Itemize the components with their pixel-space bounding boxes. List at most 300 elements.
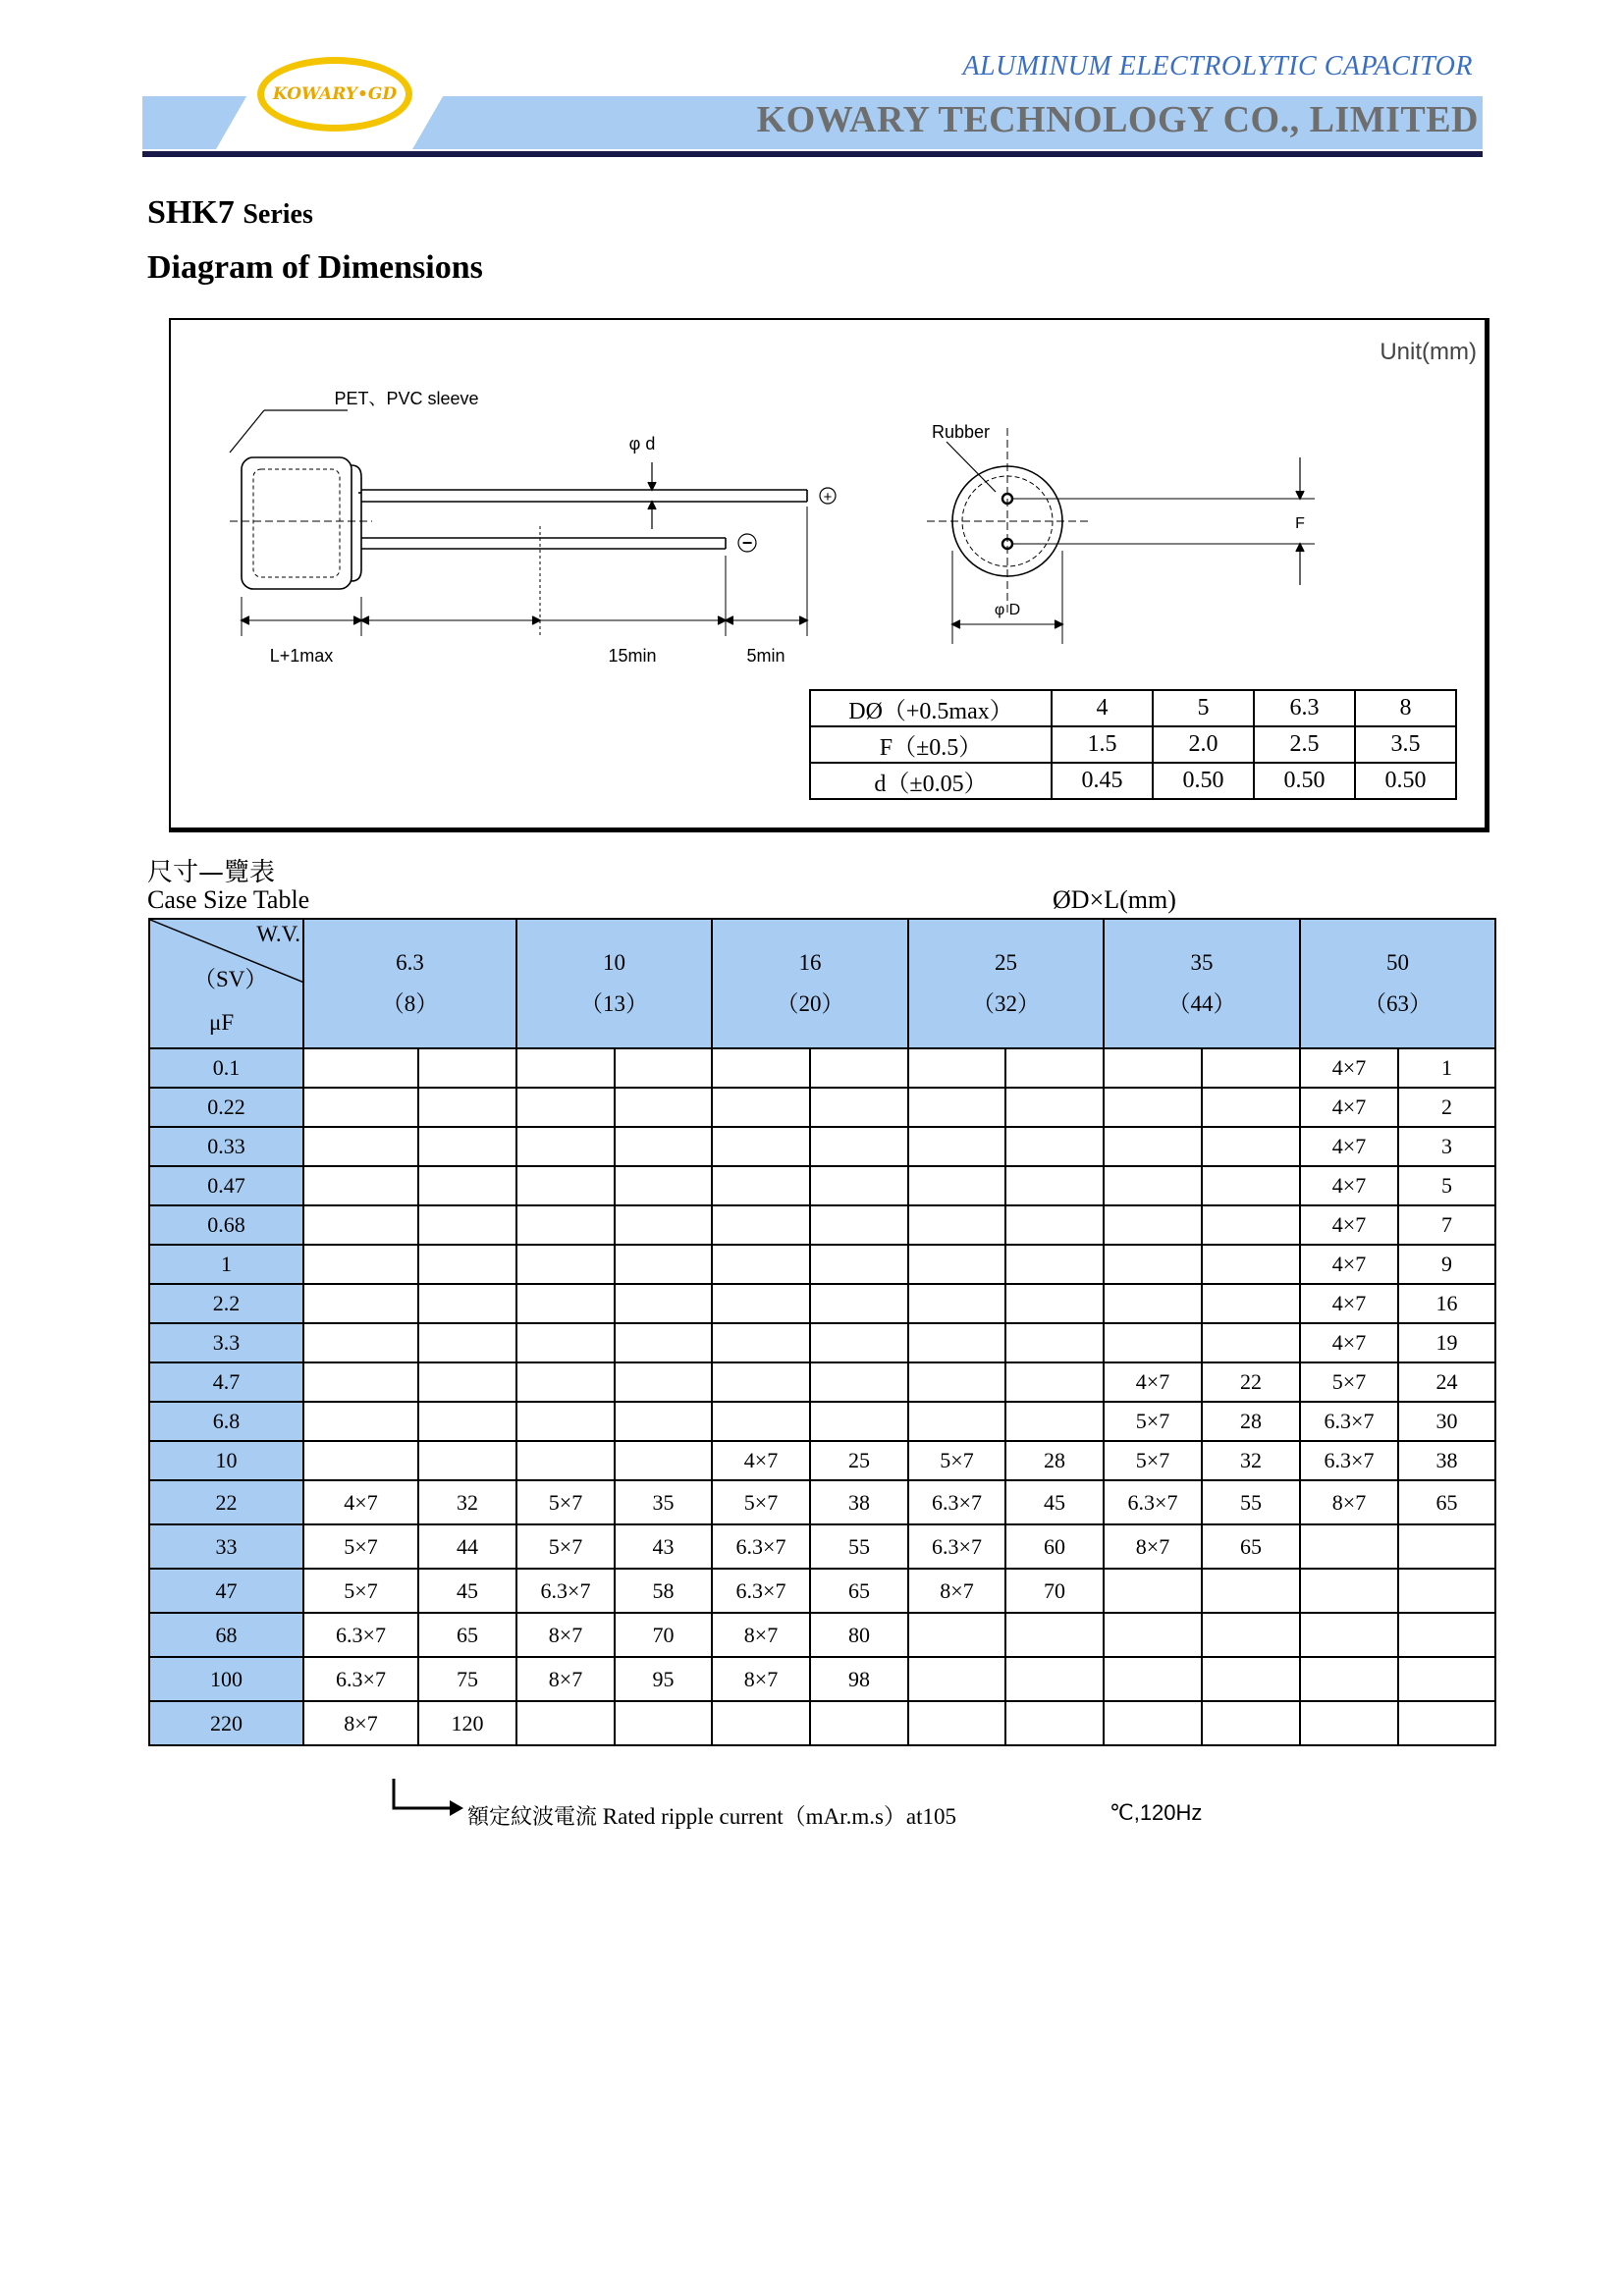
ripple-current-cell (1005, 1205, 1104, 1245)
case-size-cell (908, 1323, 1005, 1362)
case-size-cell (712, 1166, 810, 1205)
table-row (149, 1569, 1495, 1613)
surge-voltage: （44） (1167, 991, 1236, 1016)
table-row (149, 1480, 1495, 1524)
case-size-cell: 4×7 (1300, 1284, 1398, 1323)
case-size-cell (516, 1284, 615, 1323)
ripple-current-cell (418, 1402, 516, 1441)
ripple-current-cell (418, 1245, 516, 1284)
case-table-title-cn: 尺寸—覽表 (147, 858, 276, 887)
case-size-cell (908, 1701, 1005, 1745)
ripple-current-cell: 9 (1398, 1245, 1495, 1284)
case-size-cell (303, 1402, 418, 1441)
sleeve-label: PET、PVC sleeve (334, 389, 479, 408)
case-size-cell (908, 1362, 1005, 1402)
footnote-arrow-icon (391, 1779, 469, 1818)
working-voltage: 16 (798, 950, 822, 975)
series-name: SHK7 (147, 194, 235, 231)
sleeve-outline (253, 469, 340, 577)
ripple-current-cell (615, 1205, 712, 1245)
case-size-cell (1104, 1323, 1202, 1362)
ripple-current-cell (615, 1701, 712, 1745)
ripple-current-cell (418, 1205, 516, 1245)
ripple-current-cell (418, 1284, 516, 1323)
capacitance-cell: 1 (149, 1245, 303, 1284)
ripple-current-cell (810, 1127, 908, 1166)
case-size-cell (516, 1088, 615, 1127)
ripple-current-cell: 3 (1398, 1127, 1495, 1166)
ripple-current-cell (1202, 1613, 1300, 1657)
capacitance-cell: 0.68 (149, 1205, 303, 1245)
company-logo (257, 57, 412, 132)
ripple-current-cell (1005, 1284, 1104, 1323)
ripple-current-cell (1202, 1569, 1300, 1613)
voltage-header (908, 919, 1104, 1048)
ripple-current-cell: 80 (810, 1613, 908, 1657)
ripple-current-cell: 28 (1005, 1441, 1104, 1480)
capacitor-side-view (230, 410, 836, 636)
ripple-current-cell: 43 (615, 1524, 712, 1569)
table-row (149, 1402, 1495, 1441)
ripple-current-cell (615, 1166, 712, 1205)
ripple-current-cell: 70 (1005, 1569, 1104, 1613)
ripple-current-cell (615, 1245, 712, 1284)
footnote (467, 1798, 956, 1831)
ripple-current-cell: 55 (810, 1524, 908, 1569)
minus-symbol: − (741, 533, 753, 553)
case-size-cell (908, 1613, 1005, 1657)
dim-cell: 1.5 (1052, 726, 1153, 763)
unit-label: Unit(mm) (1380, 339, 1477, 365)
case-size-cell: 5×7 (1104, 1441, 1202, 1480)
case-size-cell (1104, 1701, 1202, 1745)
sv-label: （SV） (193, 967, 268, 991)
capacitance-cell: 47 (149, 1569, 303, 1613)
case-size-cell (1300, 1701, 1398, 1745)
case-table-units: ØD×L(mm) (1053, 885, 1176, 914)
case-size-cell: 6.3×7 (1300, 1402, 1398, 1441)
case-size-cell (516, 1441, 615, 1480)
voltage-header (1104, 919, 1300, 1048)
case-size-cell: 4×7 (712, 1441, 810, 1480)
case-size-cell (516, 1048, 615, 1088)
case-size-cell (1104, 1284, 1202, 1323)
case-size-cell (712, 1362, 810, 1402)
ripple-current-cell (615, 1402, 712, 1441)
ripple-current-cell (1005, 1166, 1104, 1205)
case-size-cell (712, 1323, 810, 1362)
case-size-cell: 5×7 (1104, 1402, 1202, 1441)
ripple-current-cell (1005, 1127, 1104, 1166)
table-row (149, 1701, 1495, 1745)
table-row (149, 1245, 1495, 1284)
case-size-cell (516, 1127, 615, 1166)
table-row (810, 690, 1456, 726)
table-row (149, 1657, 1495, 1701)
ripple-current-cell (810, 1701, 908, 1745)
dim-row-label: DØ（+0.5max） (810, 690, 1052, 726)
ripple-current-cell (810, 1048, 908, 1088)
table-row (810, 763, 1456, 799)
ripple-current-cell (418, 1323, 516, 1362)
ripple-current-cell: 70 (615, 1613, 712, 1657)
lead-short-label: 5min (746, 646, 785, 666)
ripple-current-cell: 19 (1398, 1323, 1495, 1362)
capacitance-cell: 0.33 (149, 1127, 303, 1166)
header-subtitle: ALUMINUM ELECTROLYTIC CAPACITOR (962, 51, 1473, 81)
case-size-cell (303, 1441, 418, 1480)
ripple-current-cell: 24 (1398, 1362, 1495, 1402)
ripple-current-cell (615, 1048, 712, 1088)
capacitance-cell: 10 (149, 1441, 303, 1480)
table-row (149, 1166, 1495, 1205)
length-label: L+1max (269, 646, 334, 666)
case-size-cell (712, 1284, 810, 1323)
ripple-current-cell (1202, 1245, 1300, 1284)
case-size-cell: 8×7 (516, 1657, 615, 1701)
case-size-cell: 4×7 (1300, 1088, 1398, 1127)
case-size-cell (303, 1166, 418, 1205)
case-size-cell: 5×7 (516, 1524, 615, 1569)
case-size-cell (516, 1701, 615, 1745)
case-size-cell (1104, 1127, 1202, 1166)
ripple-current-cell: 32 (1202, 1441, 1300, 1480)
pitch-label: F (1295, 515, 1305, 532)
section-title: Diagram of Dimensions (147, 249, 483, 286)
ripple-current-cell (1202, 1323, 1300, 1362)
case-size-cell (712, 1402, 810, 1441)
capacitance-cell: 0.22 (149, 1088, 303, 1127)
case-size-cell (1104, 1048, 1202, 1088)
case-size-cell: 8×7 (712, 1657, 810, 1701)
working-voltage: 10 (603, 950, 625, 975)
ripple-current-cell (1005, 1613, 1104, 1657)
ripple-current-cell (1202, 1284, 1300, 1323)
ripple-current-cell (1398, 1657, 1495, 1701)
case-size-cell (1104, 1166, 1202, 1205)
case-size-cell: 6.3×7 (908, 1524, 1005, 1569)
dim-cell: 3.5 (1355, 726, 1456, 763)
ripple-current-cell (418, 1048, 516, 1088)
surge-voltage: （13） (580, 991, 648, 1016)
case-size-cell: 6.3×7 (908, 1480, 1005, 1524)
table-row (149, 1323, 1495, 1362)
dim-cell: 0.50 (1254, 763, 1355, 799)
ripple-current-cell (1202, 1205, 1300, 1245)
ripple-current-cell (418, 1362, 516, 1402)
case-size-cell (516, 1402, 615, 1441)
capacitance-cell: 0.47 (149, 1166, 303, 1205)
footnote-cn: 額定紋波電流 (467, 1805, 598, 1830)
ripple-current-cell (1005, 1402, 1104, 1441)
ripple-current-cell (615, 1441, 712, 1480)
table-row (149, 1362, 1495, 1402)
ripple-current-cell (810, 1088, 908, 1127)
company-name: KOWARY TECHNOLOGY CO., LIMITED (756, 99, 1479, 140)
header-rule (142, 151, 1483, 157)
ripple-current-cell: 45 (1005, 1480, 1104, 1524)
lead-diameter-label: φ d (628, 434, 656, 454)
ripple-current-cell (810, 1205, 908, 1245)
working-voltage: 25 (995, 950, 1017, 975)
ripple-current-cell (1005, 1048, 1104, 1088)
ripple-current-cell (418, 1166, 516, 1205)
ripple-current-cell: 28 (1202, 1402, 1300, 1441)
ripple-current-cell: 65 (1202, 1524, 1300, 1569)
case-size-cell (1300, 1569, 1398, 1613)
case-size-cell: 5×7 (303, 1569, 418, 1613)
series-title (147, 194, 313, 232)
case-size-cell (516, 1323, 615, 1362)
ripple-current-cell (810, 1284, 908, 1323)
case-size-cell (908, 1284, 1005, 1323)
case-size-cell (303, 1284, 418, 1323)
ripple-current-cell (810, 1323, 908, 1362)
case-size-cell (908, 1166, 1005, 1205)
ripple-current-cell: 98 (810, 1657, 908, 1701)
lead-min-label: 15min (608, 646, 657, 666)
case-size-cell: 6.3×7 (516, 1569, 615, 1613)
ripple-current-cell (615, 1362, 712, 1402)
case-size-cell: 8×7 (908, 1569, 1005, 1613)
case-size-cell (516, 1166, 615, 1205)
table-row (149, 1284, 1495, 1323)
case-size-cell (908, 1205, 1005, 1245)
case-table-title: Case Size Table (147, 885, 310, 914)
case-size-cell (908, 1088, 1005, 1127)
case-size-cell: 6.3×7 (712, 1569, 810, 1613)
case-size-cell: 8×7 (1300, 1480, 1398, 1524)
working-voltage: 50 (1386, 950, 1409, 975)
dim-cell: 2.0 (1153, 726, 1254, 763)
ripple-current-cell: 58 (615, 1569, 712, 1613)
case-size-cell: 5×7 (908, 1441, 1005, 1480)
case-size-cell: 8×7 (1104, 1524, 1202, 1569)
capacitance-cell: 22 (149, 1480, 303, 1524)
ripple-current-cell (418, 1088, 516, 1127)
ripple-current-cell (1005, 1245, 1104, 1284)
case-size-cell: 6.3×7 (303, 1657, 418, 1701)
case-size-cell (908, 1127, 1005, 1166)
table-row (810, 726, 1456, 763)
ripple-current-cell (1005, 1362, 1104, 1402)
ripple-current-cell: 95 (615, 1657, 712, 1701)
case-size-cell: 5×7 (516, 1480, 615, 1524)
rubber-label: Rubber (932, 422, 991, 442)
case-size-cell (712, 1205, 810, 1245)
case-size-cell: 8×7 (303, 1701, 418, 1745)
ripple-current-cell (1202, 1127, 1300, 1166)
case-size-cell: 6.3×7 (1300, 1441, 1398, 1480)
table-row (149, 1613, 1495, 1657)
ripple-current-cell (615, 1323, 712, 1362)
case-size-cell: 6.3×7 (712, 1524, 810, 1569)
capacitance-cell: 4.7 (149, 1362, 303, 1402)
case-size-cell: 4×7 (1300, 1245, 1398, 1284)
case-size-cell (1104, 1245, 1202, 1284)
case-size-cell: 5×7 (303, 1524, 418, 1569)
ripple-current-cell: 1 (1398, 1048, 1495, 1088)
ripple-current-cell (810, 1245, 908, 1284)
wv-label: W.V. (256, 922, 300, 946)
ripple-current-cell: 7 (1398, 1205, 1495, 1245)
surge-voltage: （8） (381, 991, 439, 1016)
case-size-cell (516, 1362, 615, 1402)
case-size-cell (516, 1205, 615, 1245)
ripple-current-cell (1202, 1166, 1300, 1205)
case-size-cell (1300, 1613, 1398, 1657)
case-size-cell (1300, 1524, 1398, 1569)
ripple-current-cell (1398, 1569, 1495, 1613)
dim-cell: 5 (1153, 690, 1254, 726)
ripple-current-cell: 75 (418, 1657, 516, 1701)
ripple-current-cell: 65 (1398, 1480, 1495, 1524)
ripple-current-cell (418, 1127, 516, 1166)
capacitance-cell: 33 (149, 1524, 303, 1569)
ripple-current-cell: 30 (1398, 1402, 1495, 1441)
case-size-cell (516, 1245, 615, 1284)
ripple-current-cell: 2 (1398, 1088, 1495, 1127)
voltage-header (516, 919, 712, 1048)
ripple-current-cell (1202, 1088, 1300, 1127)
dim-row-label: d（±0.05） (810, 763, 1052, 799)
case-size-cell (712, 1088, 810, 1127)
case-size-cell (1104, 1569, 1202, 1613)
case-size-cell: 6.3×7 (1104, 1480, 1202, 1524)
ripple-current-cell: 5 (1398, 1166, 1495, 1205)
series-suffix: Series (243, 199, 313, 230)
capacitance-cell: 2.2 (149, 1284, 303, 1323)
ripple-current-cell: 38 (810, 1480, 908, 1524)
capacitance-cell: 6.8 (149, 1402, 303, 1441)
table-row (149, 1524, 1495, 1569)
table-corner-header (149, 919, 303, 1048)
ripple-current-cell: 45 (418, 1569, 516, 1613)
ripple-current-cell (1202, 1701, 1300, 1745)
ripple-current-cell: 55 (1202, 1480, 1300, 1524)
surge-voltage: （63） (1364, 991, 1432, 1016)
plus-symbol: + (823, 489, 833, 506)
case-size-cell: 4×7 (1300, 1205, 1398, 1245)
ripple-current-cell: 120 (418, 1701, 516, 1745)
capacitance-cell: 68 (149, 1613, 303, 1657)
voltage-header-row (149, 919, 1495, 1048)
uf-label: μF (209, 1010, 235, 1035)
case-size-cell: 4×7 (1104, 1362, 1202, 1402)
footnote-temp: ℃,120Hz (1110, 1800, 1203, 1825)
ripple-current-cell: 44 (418, 1524, 516, 1569)
table-row (149, 1048, 1495, 1088)
ripple-current-cell: 38 (1398, 1441, 1495, 1480)
table-row (149, 1205, 1495, 1245)
capacitor-body (242, 457, 352, 589)
table-row (149, 1127, 1495, 1166)
ripple-current-cell (615, 1284, 712, 1323)
case-size-cell (1300, 1657, 1398, 1701)
case-size-cell (303, 1205, 418, 1245)
table-row (149, 1441, 1495, 1480)
capacitance-cell: 3.3 (149, 1323, 303, 1362)
dim-cell: 2.5 (1254, 726, 1355, 763)
voltage-header (303, 919, 516, 1048)
case-size-cell: 6.3×7 (303, 1613, 418, 1657)
dim-cell: 0.50 (1153, 763, 1254, 799)
ripple-current-cell: 16 (1398, 1284, 1495, 1323)
case-size-cell (712, 1245, 810, 1284)
dim-cell: 6.3 (1254, 690, 1355, 726)
ripple-current-cell (810, 1166, 908, 1205)
dim-cell: 0.45 (1052, 763, 1153, 799)
ripple-current-cell (1005, 1088, 1104, 1127)
body-diameter-label: φ D (994, 602, 1021, 618)
ripple-current-cell (1202, 1048, 1300, 1088)
ripple-current-cell (615, 1088, 712, 1127)
ripple-current-cell: 35 (615, 1480, 712, 1524)
working-voltage: 6.3 (396, 950, 424, 975)
capacitance-cell: 100 (149, 1657, 303, 1701)
footnote-text: Rated ripple current（mAr.m.s）at105 (602, 1804, 957, 1829)
ripple-current-cell: 60 (1005, 1524, 1104, 1569)
surge-voltage: （32） (972, 991, 1040, 1016)
case-size-cell (303, 1323, 418, 1362)
case-size-cell: 8×7 (712, 1613, 810, 1657)
working-voltage: 35 (1190, 950, 1214, 975)
capacitance-cell: 0.1 (149, 1048, 303, 1088)
case-size-cell: 5×7 (1300, 1362, 1398, 1402)
ripple-current-cell (810, 1402, 908, 1441)
dim-cell: 0.50 (1355, 763, 1456, 799)
case-size-cell (1104, 1657, 1202, 1701)
ripple-current-cell (1005, 1657, 1104, 1701)
case-size-cell: 4×7 (303, 1480, 418, 1524)
dimension-table (809, 689, 1457, 800)
case-size-cell (908, 1402, 1005, 1441)
case-size-cell (908, 1048, 1005, 1088)
case-size-cell (712, 1127, 810, 1166)
voltage-header (712, 919, 908, 1048)
case-size-cell (712, 1701, 810, 1745)
case-size-cell: 4×7 (1300, 1166, 1398, 1205)
ripple-current-cell (1202, 1657, 1300, 1701)
case-size-cell (1104, 1205, 1202, 1245)
case-size-table (148, 918, 1496, 1746)
dim-cell: 4 (1052, 690, 1153, 726)
ripple-current-cell: 25 (810, 1441, 908, 1480)
voltage-header (1300, 919, 1495, 1048)
case-size-cell: 5×7 (712, 1480, 810, 1524)
case-size-cell (303, 1127, 418, 1166)
case-size-cell: 4×7 (1300, 1323, 1398, 1362)
case-size-cell (1104, 1088, 1202, 1127)
dim-row-label: F（±0.5） (810, 726, 1052, 763)
case-size-cell (303, 1088, 418, 1127)
case-size-cell (908, 1245, 1005, 1284)
case-size-cell (1104, 1613, 1202, 1657)
case-size-cell (303, 1245, 418, 1284)
case-size-cell (908, 1657, 1005, 1701)
ripple-current-cell (1398, 1524, 1495, 1569)
capacitance-cell: 220 (149, 1701, 303, 1745)
ripple-current-cell (1005, 1323, 1104, 1362)
ripple-current-cell (615, 1127, 712, 1166)
case-size-cell (303, 1362, 418, 1402)
table-row (149, 1088, 1495, 1127)
case-size-cell (303, 1048, 418, 1088)
ripple-current-cell (1398, 1701, 1495, 1745)
case-size-cell: 8×7 (516, 1613, 615, 1657)
surge-voltage: （20） (776, 991, 844, 1016)
ripple-current-cell: 22 (1202, 1362, 1300, 1402)
